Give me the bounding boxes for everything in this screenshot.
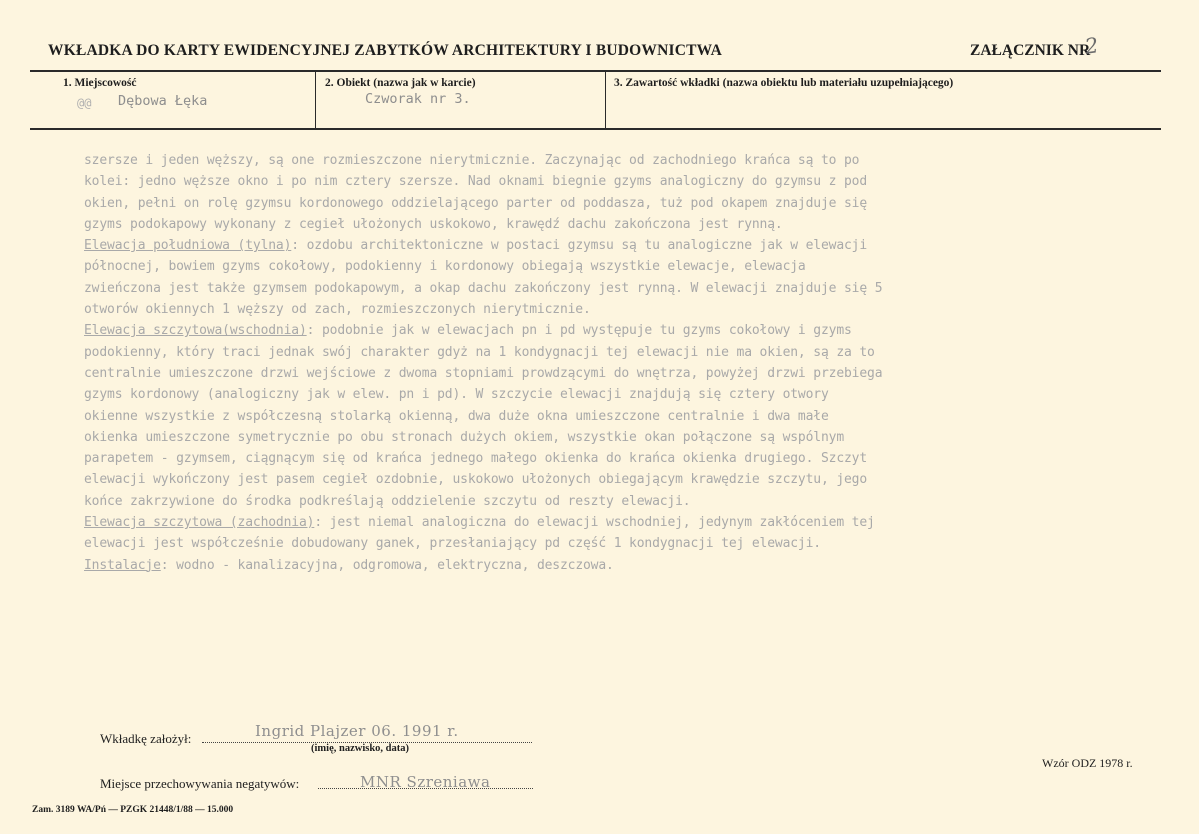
- text-line: [84, 235, 1144, 256]
- section-heading: Elewacja szczytowa (zachodnia): [84, 515, 315, 531]
- text-line: [84, 555, 1144, 576]
- text-line: [84, 214, 1144, 235]
- text-line: [84, 171, 1144, 192]
- text-segment: : wodno - kanalizacyjna, odgromowa, elektryczna, deszczowa.: [160, 557, 614, 573]
- location-mark: @@: [77, 96, 92, 110]
- section-heading: Elewacja południowa (tylna): [84, 238, 292, 254]
- content-label: 3. Zawartość wkładki (nazwa obiektu lub materiału uzupełniającego): [614, 77, 954, 89]
- text-segment: końce zakrzywione do środka podkreślają oddzielenie szczytu od reszty elewacji.: [84, 493, 691, 509]
- order-number: Zam. 3189 WA/Pń — PZGK 21448/1/88 — 15.000: [32, 805, 234, 815]
- text-line: [84, 320, 1144, 341]
- text-segment: gzyms kordonowy (analogiczny jak w elew. pn i pd). W szczycie elewacji znajdują się cztery otwory: [84, 387, 829, 403]
- annex-number: 2: [1083, 33, 1100, 59]
- negatives-value: MNR Szreniawa: [360, 773, 491, 791]
- negatives-dotted-line: [318, 788, 533, 789]
- header-top-rule: [30, 70, 1161, 72]
- document-title: WKŁADKA DO KARTY EWIDENCYJNEJ ZABYTKÓW ARCHITEKTURY I BUDOWNICTWA: [48, 42, 723, 59]
- text-segment: elewacji jest współcześnie dobudowany ganek, przesłaniający pd część 1 kondygnacji tej elewacji.: [84, 536, 821, 552]
- text-line: [84, 150, 1144, 171]
- section-heading: Elewacja szczytowa(wschodnia): [84, 323, 307, 339]
- negatives-label: Miejsce przechowywania negatywów:: [100, 776, 300, 791]
- location-label: 1. Miejscowość: [63, 77, 137, 89]
- founder-value: Ingrid Plajzer 06. 1991 r.: [255, 722, 459, 740]
- location-value: Dębowa Łęka: [118, 93, 208, 109]
- text-segment: gzyms podokapowy wykonany z cegieł ułożonych uskokowo, krawędź dachu zakończona jest rynną.: [84, 216, 783, 232]
- column-divider-2: [605, 70, 606, 130]
- text-line: [84, 533, 1144, 554]
- text-line: [84, 363, 1144, 384]
- text-segment: okien, pełni on rolę gzymsu kordonowego oddzielającego parter od poddasza, tuż pod okapem znajduje się: [84, 195, 868, 211]
- template-label: Wzór ODZ 1978 r.: [1042, 756, 1133, 770]
- text-line: [84, 491, 1144, 512]
- header-bottom-rule: [30, 128, 1161, 130]
- text-line: [84, 384, 1144, 405]
- text-segment: okienne wszystkie z współczesną stolarką okienną, dwa duże okna umieszczone centralnie i dwa małe: [84, 408, 829, 424]
- text-segment: północnej, bowiem gzyms cokołowy, podokienny i kordonowy obiegają wszystkie elewacje, elewacja: [84, 259, 806, 275]
- text-line: [84, 256, 1144, 277]
- text-segment: : ozdobu architektoniczne w postaci gzymsu są tu analogiczne jak w elewacji: [291, 238, 868, 254]
- description-text: [84, 150, 1144, 576]
- text-line: [84, 448, 1144, 469]
- object-value: Czworak nr 3.: [365, 91, 471, 107]
- object-label: 2. Obiekt (nazwa jak w karcie): [325, 77, 476, 89]
- text-line: [84, 406, 1144, 427]
- text-line: [84, 342, 1144, 363]
- text-segment: okienka umieszczone symetrycznie po obu stronach dużych okiem, wszystkie okan połączone są wspólnym: [84, 429, 844, 445]
- founder-caption: (imię, nazwisko, data): [311, 743, 409, 754]
- text-line: [84, 427, 1144, 448]
- text-segment: otworów okiennych 1 węższy od zach, rozmieszczonych nierytmicznie.: [84, 302, 591, 318]
- text-line: [84, 469, 1144, 490]
- text-line: [84, 193, 1144, 214]
- text-line: [84, 278, 1144, 299]
- text-segment: centralnie umieszczone drzwi wejściowe z dwoma stopniami prowdzącymi do wnętrza, powyżej drzwi przebiega: [84, 365, 883, 381]
- text-line: [84, 512, 1144, 533]
- text-segment: elewacji wykończony jest pasem cegieł ozdobnie, uskokowo ułożonych obiegającym krawędzie szczytu, jego: [84, 472, 868, 488]
- text-segment: parapetem - gzymsem, ciągnącym się od krańca jednego małego okienka do krańca okienka drugiego. Szczyt: [84, 451, 868, 467]
- founder-label: Wkładkę założył:: [100, 731, 192, 746]
- text-segment: kolei: jedno węższe okno i po nim cztery szersze. Nad oknami biegnie gzyms analogiczny do gzymsu z pod: [84, 174, 868, 190]
- column-divider-1: [315, 70, 316, 130]
- text-segment: zwieńczona jest także gzymsem podokapowym, a okap dachu zakończony jest rynną. W elewacji znajduje się 5: [84, 280, 883, 296]
- section-heading: Instalacje: [84, 557, 161, 573]
- text-segment: : jest niemal analogiczna do elewacji wschodniej, jedynym zakłóceniem tej: [314, 515, 875, 531]
- text-segment: szersze i jeden węższy, są one rozmieszczone nierytmicznie. Zaczynając od zachodniego krańca są to po: [84, 153, 860, 168]
- text-segment: podokienny, który traci jednak swój charakter gdyż na 1 kondygnacji tej elewacji nie ma okien, są za to: [84, 344, 875, 360]
- annex-label: ZAŁĄCZNIK NR: [970, 42, 1091, 59]
- text-line: [84, 299, 1144, 320]
- text-segment: : podobnie jak w elewacjach pn i pd występuje tu gzyms cokołowy i gzyms: [306, 323, 852, 339]
